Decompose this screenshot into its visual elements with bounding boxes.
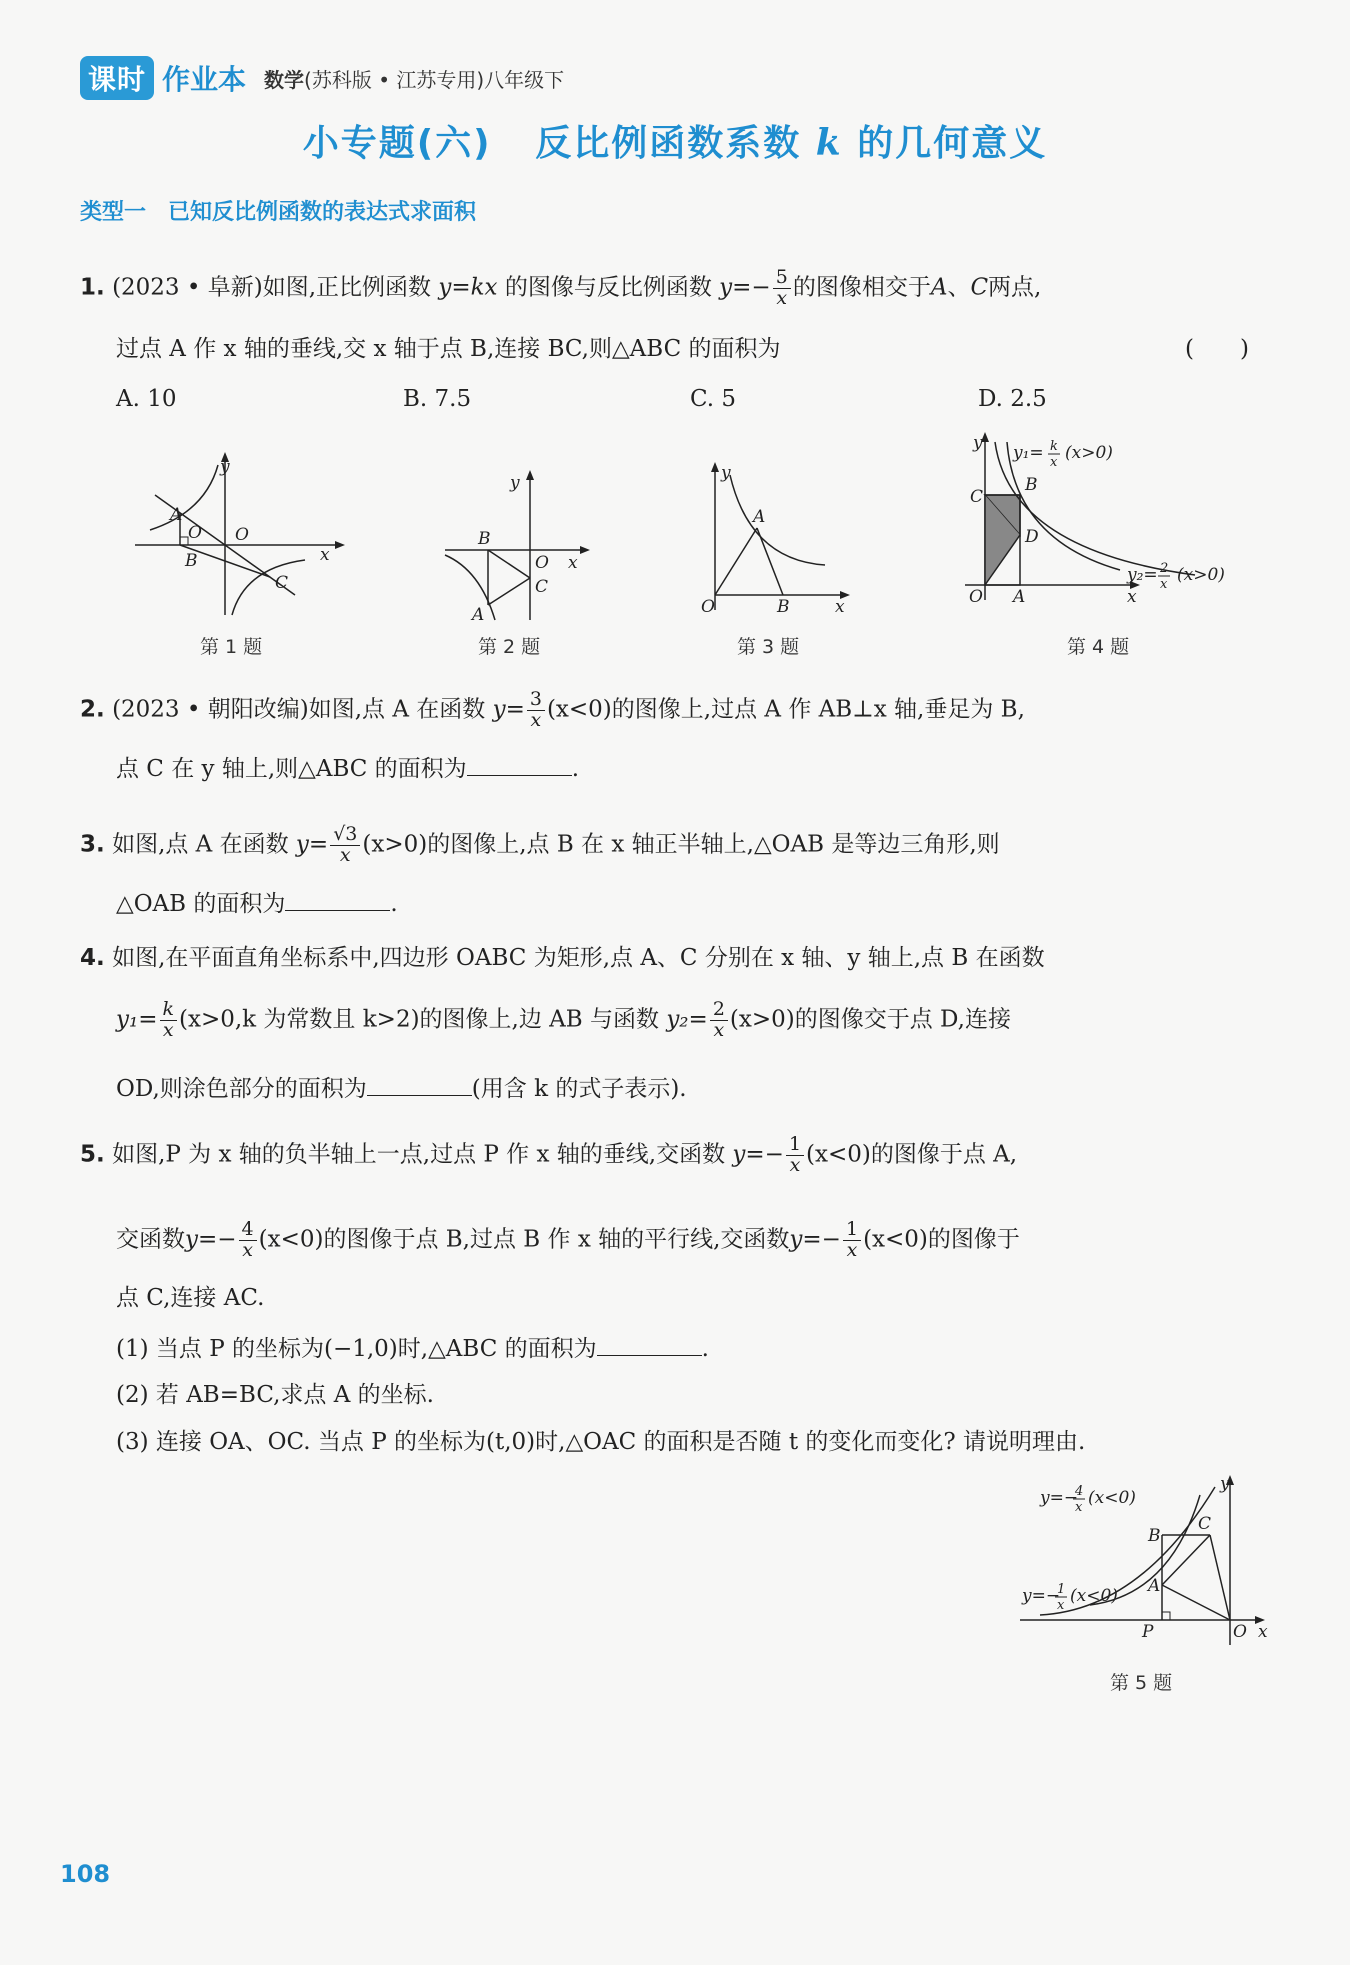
svg-text:O: O <box>701 597 715 617</box>
svg-text:y₂=: y₂= <box>1127 565 1158 585</box>
answer-blank <box>367 1075 472 1096</box>
q5-sub-1: (1) 当点 P 的坐标为(−1,0)时,△ABC 的面积为 . <box>116 1336 709 1362</box>
fig4-y1-label: y₁= <box>1013 443 1044 463</box>
caption-fig3: 第 3 题 <box>737 636 800 658</box>
figure-2 <box>440 470 600 630</box>
q4-line-2: y₁= $\frac{k}{x}$ (x>0,k 为常数且 k>2)的图像上,边 AB 与函数 y₂= $\frac{2}{x}$ (x>0)的图像交于点 D,连接 <box>116 998 1011 1041</box>
svg-text:B: B <box>1025 475 1038 495</box>
svg-text:x: x <box>1160 577 1168 592</box>
q5-line-1: 5. 如图,P 为 x 轴的负半轴上一点,过点 P 作 x 轴的垂线,交函数 y=− $\frac{1}{x}$ (x<0)的图像于点 A, <box>80 1133 1018 1176</box>
q4-line-1: 4. 如图,在平面直角坐标系中,四边形 OABC 为矩形,点 A、C 分别在 x 轴、y 轴上,点 B 在函数 <box>80 945 1045 971</box>
answer-blank <box>285 890 390 911</box>
svg-text:x: x <box>568 553 578 573</box>
q3-line-2: △OAB 的面积为 . <box>116 891 398 917</box>
svg-text:O: O <box>1233 1622 1247 1642</box>
svg-text:2: 2 <box>1160 561 1169 576</box>
svg-text:y=−: y=− <box>1022 1586 1061 1606</box>
svg-text:O: O <box>969 587 983 607</box>
svg-text:(x<0): (x<0) <box>1070 1586 1118 1606</box>
svg-text:O: O <box>188 523 202 543</box>
svg-text:x: x <box>835 597 845 617</box>
figure-1 <box>130 450 350 620</box>
svg-text:y=−: y=− <box>1040 1488 1079 1508</box>
y-axis-label: y <box>220 457 230 477</box>
svg-text:A: A <box>170 505 183 525</box>
svg-text:B: B <box>478 529 491 549</box>
svg-text:x: x <box>1258 1622 1268 1642</box>
page-title: 小专题(六) 反比例函数系数 k 的几何意义 <box>302 122 1048 164</box>
svg-text:4: 4 <box>1075 1484 1084 1499</box>
logo: 课时 <box>80 56 154 100</box>
q2-line-2: 点 C 在 y 轴上,则△ABC 的面积为 . <box>116 756 579 782</box>
svg-text:y: y <box>1220 1474 1230 1494</box>
caption-fig1: 第 1 题 <box>200 636 263 658</box>
svg-text:O: O <box>235 525 249 545</box>
svg-text:D: D <box>1025 527 1039 547</box>
q5-line-3: 点 C,连接 AC. <box>116 1285 265 1311</box>
figure-5 <box>1020 1475 1280 1655</box>
svg-text:(x>0): (x>0) <box>1177 565 1225 585</box>
q4-line-3: OD,则涂色部分的面积为 (用含 k 的式子表示). <box>116 1076 687 1102</box>
figure-3 <box>695 460 855 625</box>
svg-text:A: A <box>1013 587 1026 607</box>
svg-text:P: P <box>1142 1622 1154 1642</box>
section-heading: 类型一 已知反比例函数的表达式求面积 <box>80 200 477 225</box>
svg-text:A: A <box>753 507 766 527</box>
q5-sub-2: (2) 若 AB=BC,求点 A 的坐标. <box>116 1382 434 1408</box>
choice-a: A. 10 <box>116 386 177 412</box>
svg-text:B: B <box>185 551 198 571</box>
svg-text:C: C <box>275 573 289 593</box>
svg-text:A: A <box>1148 1576 1161 1596</box>
svg-text:C: C <box>1198 1514 1212 1534</box>
caption-fig5: 第 5 题 <box>1110 1672 1173 1694</box>
svg-text:C: C <box>970 487 984 507</box>
choice-b: B. 7.5 <box>403 386 472 412</box>
caption-fig4: 第 4 题 <box>1067 636 1130 658</box>
q1-line-1: 1. (2023 • 阜新)如图,正比例函数 y=kx 的图像与反比例函数 y=− $\frac{5}{x}$ 的图像相交于A、C两点, <box>80 266 1042 309</box>
caption-fig2: 第 2 题 <box>478 636 541 658</box>
svg-text:O: O <box>535 553 549 573</box>
svg-text:B: B <box>1148 1526 1161 1546</box>
answer-blank <box>597 1335 702 1356</box>
page-header <box>80 58 564 98</box>
svg-text:x: x <box>320 545 330 565</box>
q5-line-2: 交函数y=− $\frac{4}{x}$ (x<0)的图像于点 B,过点 B 作 x 轴的平行线,交函数y=− $\frac{1}{x}$ (x<0)的图像于 <box>116 1218 1020 1261</box>
choice-d: D. 2.5 <box>978 386 1047 412</box>
q2-line-1: 2. (2023 • 朝阳改编)如图,点 A 在函数 y= $\frac{3}{x}$ (x<0)的图像上,过点 A 作 AB⊥x 轴,垂足为 B, <box>80 688 1025 731</box>
q5-sub-3: (3) 连接 OA、OC. 当点 P 的坐标为(t,0)时,△OAC 的面积是否随 t 的变化而变化? 请说明理由. <box>116 1429 1086 1455</box>
figure-4 <box>955 430 1255 610</box>
svg-text:x: x <box>1050 455 1058 470</box>
svg-text:A: A <box>472 605 485 625</box>
svg-text:1: 1 <box>1057 1582 1066 1597</box>
q3-line-1: 3. 如图,点 A 在函数 y= $\frac{√3}{x}$ (x>0)的图像上,点 B 在 x 轴正半轴上,△OAB 是等边三角形,则 <box>80 823 1000 866</box>
answer-paren: ( ) <box>1185 336 1249 362</box>
svg-text:y: y <box>721 463 731 483</box>
svg-text:x: x <box>1075 1500 1083 1515</box>
svg-text:k: k <box>1050 439 1058 454</box>
svg-text:y: y <box>973 433 983 453</box>
svg-text:(x<0): (x<0) <box>1088 1488 1136 1508</box>
q1-line-2: 过点 A 作 x 轴的垂线,交 x 轴于点 B,连接 BC,则△ABC 的面积为 <box>116 336 781 362</box>
answer-blank <box>467 755 572 776</box>
page-number: 108 <box>60 1860 111 1888</box>
svg-text:x: x <box>1127 587 1137 607</box>
svg-text:B: B <box>777 597 790 617</box>
svg-text:x: x <box>1057 1598 1065 1613</box>
svg-text:C: C <box>535 577 549 597</box>
svg-text:(x>0): (x>0) <box>1065 443 1113 463</box>
brand-name: 作业本 <box>162 63 247 96</box>
subject-label: 数学(苏科版 • 江苏专用)八年级下 <box>264 67 565 92</box>
svg-text:y: y <box>510 473 520 493</box>
choice-c: C. 5 <box>690 386 737 412</box>
